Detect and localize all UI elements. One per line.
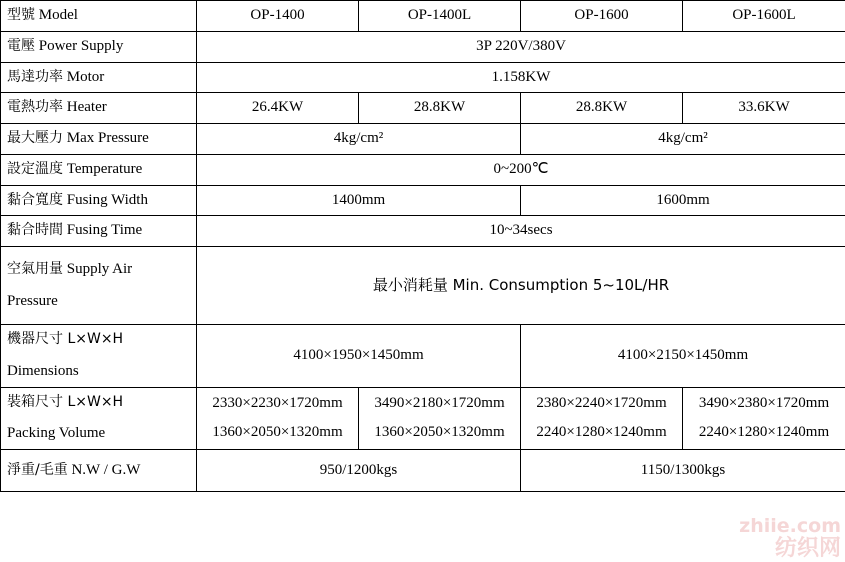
cell-line-1: 3490×2380×1720mm: [698, 394, 830, 411]
cell-heater-2: 28.8KW: [359, 93, 521, 124]
table-row: [1, 62, 845, 93]
row-label-cjk: 機器尺寸 L×W×H: [7, 331, 124, 347]
table-row: [1, 124, 845, 155]
row-label-fusing-width: [1, 185, 197, 216]
row-label-cjk: 黏合寬度: [7, 191, 63, 208]
cell-heater-3: 28.8KW: [521, 93, 683, 124]
row-label-dimensions: [1, 325, 197, 388]
table-row: [1, 1, 845, 32]
row-label-cjk: 黏合時間: [7, 222, 63, 239]
cell-model-3: OP-1600: [521, 1, 683, 32]
table-row: [1, 154, 845, 185]
row-label-en: Temperature: [66, 160, 143, 177]
row-label-heater: [1, 93, 197, 124]
table-row: [1, 325, 845, 388]
row-label-cjk: 設定溫度: [7, 160, 63, 177]
row-label-fusing-time: [1, 216, 197, 247]
row-label-cjk: 電壓: [7, 37, 35, 54]
table-body: [1, 1, 845, 492]
cell-heater-4: 33.6KW: [683, 93, 845, 124]
cell-fusing-width-1: 1400mm: [197, 185, 521, 216]
row-label-cjk: 淨重/毛重: [7, 461, 68, 478]
row-label-net-gross-weight: [1, 450, 197, 492]
cell-weight-2: 1150/1300kgs: [521, 450, 845, 492]
cell-heater-1: 26.4KW: [197, 93, 359, 124]
cell-model-1: OP-1400: [197, 1, 359, 32]
table-row: [1, 216, 845, 247]
row-label-cjk: 馬達功率: [7, 68, 63, 85]
cell-line-1: 2330×2230×1720mm: [212, 394, 343, 411]
row-label-max-pressure: [1, 124, 197, 155]
cell-motor-value: 1.158KW: [197, 62, 845, 93]
watermark-line-2: 纺织网: [774, 535, 841, 561]
row-label-cjk: 電熱功率: [7, 99, 63, 116]
row-label-en: Heater: [66, 99, 107, 116]
table-row: [1, 450, 845, 492]
row-label-en: Fusing Time: [66, 222, 143, 239]
cell-line-1: 2380×2240×1720mm: [536, 394, 667, 411]
row-label-en-line2: Pressure: [7, 292, 58, 309]
table-row: [1, 31, 845, 62]
row-label-en: Supply Air: [66, 260, 133, 277]
cell-max-pressure-2: 4kg/cm²: [521, 124, 845, 155]
cell-fusing-time-value: 10~34secs: [197, 216, 845, 247]
row-label-packing-volume: [1, 387, 197, 450]
cell-line-2: 2240×1280×1240mm: [536, 424, 667, 441]
cell-max-pressure-1: 4kg/cm²: [197, 124, 521, 155]
row-label-model: [1, 1, 197, 32]
row-label-en: Fusing Width: [66, 191, 148, 208]
row-label-temperature: [1, 154, 197, 185]
row-label-cjk: 裝箱尺寸 L×W×H: [7, 393, 124, 410]
row-label-cjk: 最大壓力: [7, 130, 63, 146]
row-label-en: Model: [38, 7, 78, 23]
table-row: [1, 387, 845, 450]
watermark-line-1: zhiie.com: [739, 514, 841, 537]
row-label-en: Power Supply: [38, 37, 124, 54]
cell-power-supply-value: 3P 220V/380V: [197, 31, 845, 62]
row-label-power-supply: [1, 31, 197, 62]
row-label-en: N.W / G.W: [71, 461, 141, 478]
row-label-en: Dimensions: [7, 362, 79, 379]
watermark: [739, 514, 841, 561]
cell-model-4: OP-1600L: [683, 1, 845, 32]
cell-line-1: 3490×2180×1720mm: [374, 394, 505, 411]
row-label-en: Motor: [66, 68, 105, 85]
cell-weight-1: 950/1200kgs: [197, 450, 521, 492]
cell-model-2: OP-1400L: [359, 1, 521, 32]
cell-packing-volume-4: [683, 387, 845, 450]
cell-supply-air-value: 最小消耗量 Min. Consumption 5~10L/HR: [197, 247, 845, 325]
cell-line-2: 2240×1280×1240mm: [698, 424, 830, 441]
cell-packing-volume-2: [359, 387, 521, 450]
table-row: [1, 185, 845, 216]
cell-line-2: 1360×2050×1320mm: [212, 424, 343, 441]
row-label-cjk: 空氣用量: [7, 260, 63, 277]
table-row: [1, 247, 845, 325]
row-label-en: Max Pressure: [66, 130, 149, 146]
cell-dimensions-1: 4100×1950×1450mm: [197, 325, 521, 388]
cell-fusing-width-2: 1600mm: [521, 185, 845, 216]
cell-line-2: 1360×2050×1320mm: [374, 424, 505, 441]
row-label-en: Packing Volume: [7, 425, 106, 442]
row-label-motor: [1, 62, 197, 93]
cell-packing-volume-3: [521, 387, 683, 450]
row-label-cjk: 型號: [7, 7, 35, 23]
cell-packing-volume-1: [197, 387, 359, 450]
table-row: [1, 93, 845, 124]
row-label-supply-air-pressure: [1, 247, 197, 325]
cell-temperature-value: 0~200℃: [197, 154, 845, 185]
cell-dimensions-2: 4100×2150×1450mm: [521, 325, 845, 388]
